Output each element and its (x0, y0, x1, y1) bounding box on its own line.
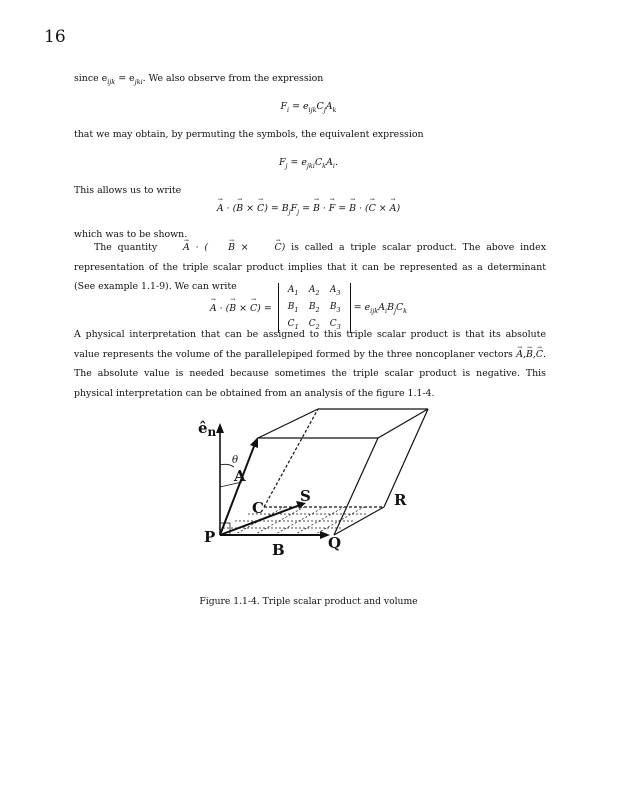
page-number: 16 (44, 27, 66, 47)
parallelepiped-figure (190, 405, 430, 555)
point-q-label: Q (328, 534, 342, 552)
equation-determinant: → A · (→ B × → C) = $A_1$ $A_2$ $A_3$ $B_1$ $B_2$ $B_3$ $C_1$ $C_2$ $C_3$ = $e_{ijk}A_iB_jC_k$ (0, 283, 617, 333)
en-label: $ê_n$ (198, 419, 217, 439)
equation-fj: $F_j = e_{jki}C_kA_i$. (279, 157, 338, 170)
para-since: since $e_{ijk} = e_{jki}$. We also observe from the expression (74, 73, 324, 86)
para-obtain: that we may obtain, by permuting the symbols, the equivalent expression (74, 129, 424, 140)
point-p-label: P (204, 528, 216, 546)
vector-b-label: B (272, 541, 285, 555)
figure-caption: Figure 1.1-4. Triple scalar product and volume (199, 596, 418, 607)
vector-a-label: A (234, 467, 246, 485)
para-shown: which was to be shown. (74, 229, 188, 240)
matrix-row: $B_1$ $B_2$ $B_3$ (287, 301, 341, 314)
equation-fi: $F_i = e_{ijk}C_jA_k$ (280, 101, 337, 114)
base-grid (223, 507, 368, 535)
matrix-row: $C_1$ $C_2$ $C_3$ (287, 318, 341, 331)
point-s-label: S (300, 487, 311, 505)
para-quantity: The quantity → A · (→ B × → C) is called a triple scalar product. The above index representation of the triple scalar product implies that it can be represented as a determinant (See example 1.1-9). We can write (74, 238, 546, 297)
theta-label: θ (232, 455, 239, 466)
para-physical: A physical interpretation that can be assigned to this triple scalar product is that its absolute value represents the volume of the parallelepiped formed by the three noncoplaner vectors → A,→ B,→ C. The absolute value is needed because sometimes the triple scalar product is negative. This physical interpretation can be obtained from an analysis of the figure 1.1-4. (74, 325, 546, 403)
vector-c-label: C (252, 499, 264, 517)
point-r-label: R (394, 491, 407, 509)
matrix-row: $A_1$ $A_2$ $A_3$ (287, 285, 341, 297)
para-allows: This allows us to write (74, 185, 182, 196)
equation-triple-product: → A · (→ B × → $C) = B_jF_j$ = → B · → F = → B · (→ C × → A) (0, 203, 617, 216)
